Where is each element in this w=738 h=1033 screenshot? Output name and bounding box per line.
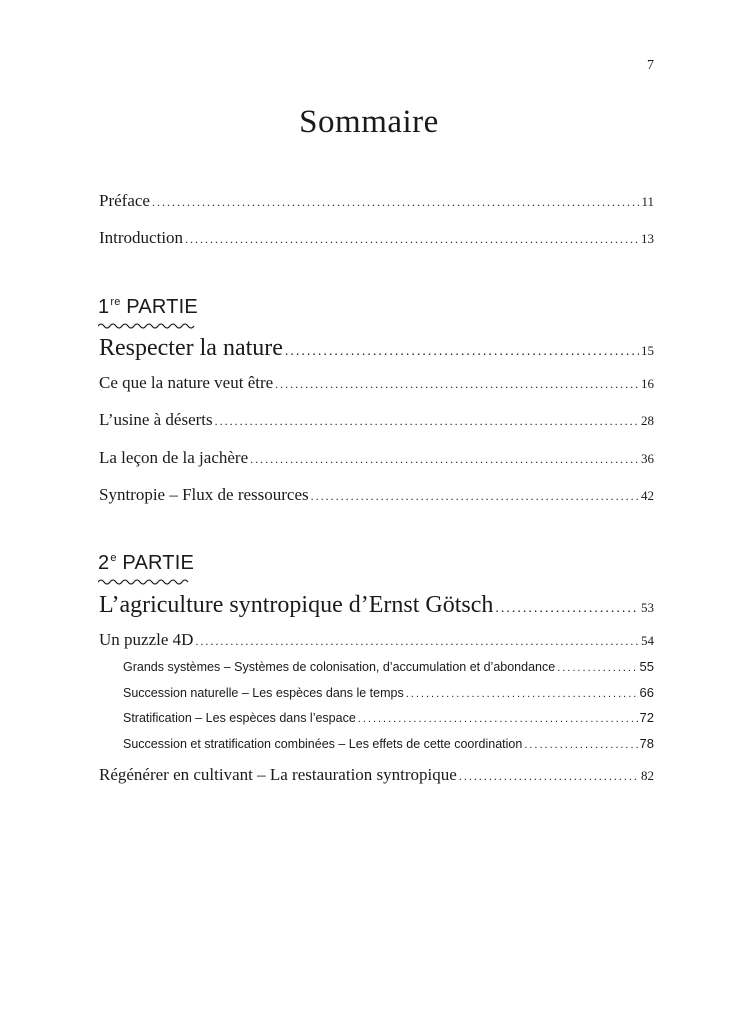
toc-heading-part-1[interactable]: [99, 335, 654, 362]
toc-entry-introduction[interactable]: [99, 228, 654, 248]
toc-entry-page: 82: [641, 768, 654, 783]
dot-leader: [152, 195, 640, 210]
dot-leader: [185, 232, 639, 247]
part-word: PARTIE: [126, 296, 198, 318]
dot-leader: [358, 713, 638, 725]
page-number: 7: [647, 58, 654, 73]
part-word: PARTIE: [122, 552, 195, 574]
toc-entry[interactable]: [99, 485, 654, 505]
toc-entry-page: 28: [641, 413, 654, 428]
toc-heading-page: 53: [641, 600, 654, 615]
toc-heading-label: L’agriculture syntropique d’Ernst Götsch: [99, 592, 494, 618]
page-title: Sommaire: [299, 104, 439, 140]
toc-entry[interactable]: [99, 410, 654, 430]
toc-entry-page: 13: [641, 231, 654, 246]
toc-entry[interactable]: [99, 448, 654, 468]
toc-sub-entry-page: 55: [639, 659, 654, 674]
toc-entry-label: Un puzzle 4D: [99, 630, 194, 649]
toc-sub-entry-label: Succession et stratification combinées – Les effets de cette coordination: [123, 737, 523, 751]
toc-sub-entry-page: 66: [639, 685, 654, 700]
part-2-label: [98, 552, 194, 575]
wavy-underline-icon: [98, 322, 196, 330]
dot-leader: [311, 489, 639, 504]
toc-entry-page: 16: [641, 376, 654, 391]
part-1-label: [98, 296, 198, 319]
toc-heading-page: 15: [641, 343, 654, 358]
dot-leader: [406, 688, 638, 700]
wavy-underline-icon: [98, 578, 192, 586]
dot-leader: [250, 452, 639, 467]
toc-entry[interactable]: [99, 765, 654, 785]
part-number: 1: [98, 296, 110, 318]
toc-entry-page: 11: [641, 194, 654, 209]
part-ordinal: re: [110, 296, 121, 308]
dot-leader: [215, 414, 639, 429]
toc-heading-label: Respecter la nature: [99, 335, 283, 361]
dot-leader: [195, 634, 639, 649]
toc-sub-entry[interactable]: [123, 736, 654, 751]
part-number: 2: [98, 552, 110, 574]
toc-entry-label: Introduction: [99, 228, 184, 247]
dot-leader: [524, 739, 637, 751]
toc-sub-entry[interactable]: [123, 659, 654, 674]
toc-entry-page: 36: [641, 451, 654, 466]
toc-sub-entry[interactable]: [123, 710, 654, 725]
toc-entry[interactable]: [99, 373, 654, 393]
dot-leader: [275, 377, 639, 392]
dot-leader: [459, 769, 639, 784]
toc-entry-label: L’usine à déserts: [99, 410, 213, 429]
dot-leader: [495, 601, 639, 617]
toc-entry-page: 42: [641, 488, 654, 503]
toc-sub-entry-label: Succession naturelle – Les espèces dans le temps: [123, 686, 404, 700]
toc-entry-label: Ce que la nature veut être: [99, 373, 274, 392]
part-ordinal: e: [110, 552, 117, 564]
dot-leader: [285, 344, 639, 360]
toc-entry-label: Syntropie – Flux de ressources: [99, 485, 309, 504]
toc-heading-part-2[interactable]: [99, 592, 654, 619]
dot-leader: [557, 662, 637, 674]
toc-entry-page: 54: [641, 633, 654, 648]
toc-sub-entry-page: 72: [639, 710, 654, 725]
toc-entry-label: La leçon de la jachère: [99, 448, 249, 467]
toc-entry[interactable]: [99, 630, 654, 650]
toc-sub-entry-label: Grands systèmes – Systèmes de colonisation, d’accumulation et d’abondance: [123, 660, 556, 674]
toc-entry-preface[interactable]: [99, 191, 654, 211]
toc-entry-label: Régénérer en cultivant – La restauration syntropique: [99, 765, 457, 784]
toc-entry-label: Préface: [99, 191, 150, 210]
toc-sub-entry-page: 78: [639, 736, 654, 751]
toc-sub-entry-label: Stratification – Les espèces dans l’espace: [123, 711, 356, 725]
toc-sub-entry[interactable]: [123, 685, 654, 700]
